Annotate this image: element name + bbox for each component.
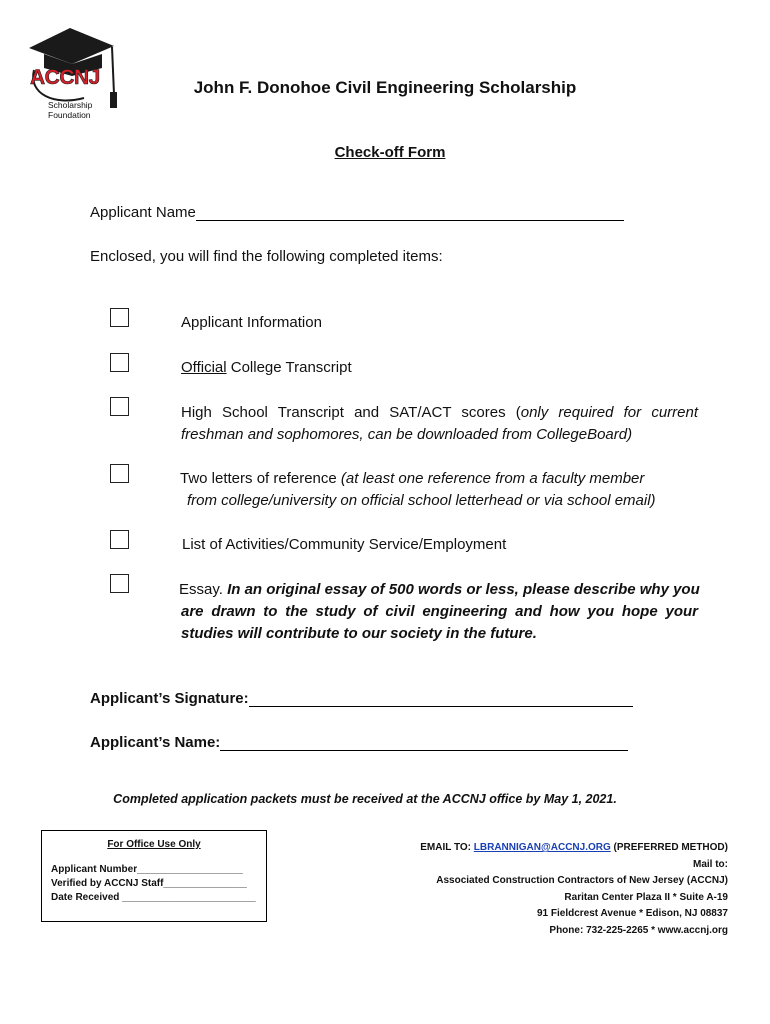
form-subtitle: Check-off Form xyxy=(334,144,446,161)
checklist-item-reference-letters-cont xyxy=(187,490,717,512)
applicant-name-field[interactable] xyxy=(196,206,624,221)
checkbox-reference-letters[interactable] xyxy=(110,464,129,483)
college-transcript-text: College Transcript xyxy=(226,359,352,376)
hs-transcript-text: High School Transcript and SAT/ACT scores ( xyxy=(181,404,521,421)
essay-instructions-a: In an original essay of 500 words or less, please describe why you xyxy=(227,581,700,598)
email-suffix: (PREFERRED METHOD) xyxy=(610,842,728,853)
checklist-item-college-transcript xyxy=(181,357,701,379)
office-use-box xyxy=(41,830,267,922)
email-row xyxy=(360,840,728,857)
checklist-item-hs-transcript xyxy=(181,402,698,446)
essay-label: Essay. xyxy=(179,581,228,598)
accnj-logo xyxy=(24,24,124,124)
intro-text: Enclosed, you will find the following completed items: xyxy=(90,248,443,265)
applicant-name-row xyxy=(90,204,624,221)
checkbox-applicant-info[interactable] xyxy=(110,308,129,327)
applicant-name-bottom-label: Applicant’s Name: xyxy=(90,734,221,751)
page-title: John F. Donohoe Civil Engineering Scholarship xyxy=(193,78,577,97)
deadline-note: Completed application packets must be received at the ACCNJ office by May 1, 2021. xyxy=(113,792,617,806)
checklist-item-essay-cont xyxy=(181,601,698,645)
office-verified-by: Verified by ACCNJ Staff_______________ xyxy=(51,878,247,889)
org-name: Associated Construction Contractors of New Jersey (ACCNJ) xyxy=(436,875,728,886)
signature-field[interactable] xyxy=(249,692,633,707)
mail-to-label: Mail to: xyxy=(693,858,728,870)
checkbox-activities[interactable] xyxy=(110,530,129,549)
checklist-item-essay xyxy=(179,579,704,601)
office-date-received: Date Received ________________________ xyxy=(51,892,256,903)
applicant-name-label: Applicant Name xyxy=(90,204,196,221)
applicant-name-bottom-row xyxy=(90,734,628,751)
address-line-1: Raritan Center Plaza II * Suite A-19 xyxy=(564,891,728,903)
address-line-2: 91 Fieldcrest Avenue * Edison, NJ 08837 xyxy=(536,908,728,919)
office-use-header: For Office Use Only xyxy=(107,839,201,850)
checkbox-hs-transcript[interactable] xyxy=(110,397,129,416)
hs-transcript-note: only required for current freshman and sophomores, can be downloaded from CollegeBoard) xyxy=(181,404,698,443)
logo-acronym: ACCNJ xyxy=(30,66,100,89)
applicant-name-bottom-field[interactable] xyxy=(220,736,628,751)
checklist-item-applicant-info: Applicant Information xyxy=(181,314,322,331)
reference-letters-note-a: (at least one reference from a faculty member xyxy=(340,470,645,487)
contact-block xyxy=(360,840,728,939)
checkbox-college-transcript[interactable] xyxy=(110,353,129,372)
checklist-item-activities: List of Activities/Community Service/Employment xyxy=(182,536,507,553)
reference-letters-note-b: from college/university on official school letterhead or via school email) xyxy=(187,492,656,509)
reference-letters-text: Two letters of reference xyxy=(180,470,341,487)
office-applicant-number: Applicant Number___________________ xyxy=(51,864,243,875)
email-link[interactable]: LBRANNIGAN@ACCNJ.ORG xyxy=(473,842,611,853)
signature-label: Applicant’s Signature: xyxy=(90,690,249,707)
logo-line1: Scholarship xyxy=(48,100,93,110)
logo-line2: Foundation xyxy=(48,110,91,120)
signature-row xyxy=(90,690,633,707)
official-underlined: Official xyxy=(181,359,227,376)
phone-line: Phone: 732-225-2265 * www.accnj.org xyxy=(549,924,728,936)
essay-instructions-b: are drawn to the study of civil engineering and how you hope your studies will contribute to our society in the future. xyxy=(181,603,698,642)
checkbox-essay[interactable] xyxy=(110,574,129,593)
checklist-item-reference-letters xyxy=(180,468,710,490)
email-prefix: EMAIL TO: xyxy=(420,842,471,853)
